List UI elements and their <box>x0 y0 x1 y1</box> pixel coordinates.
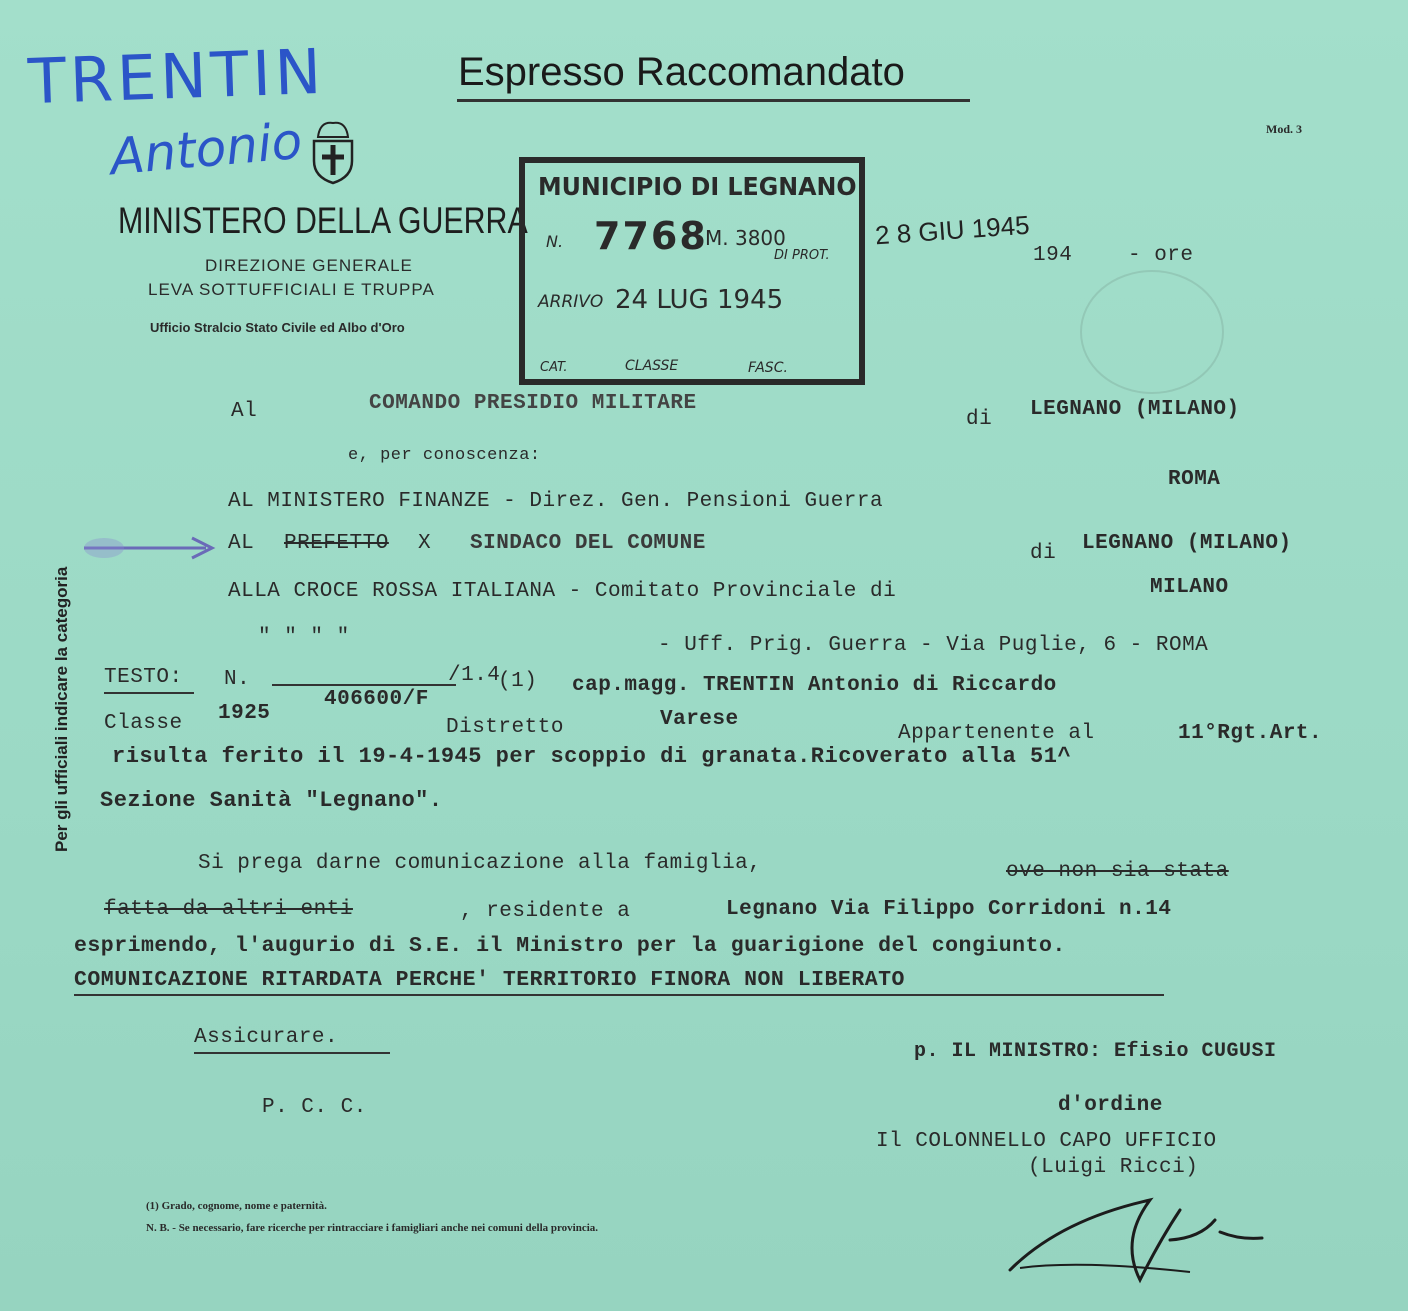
recipient-main-di: di <box>966 408 993 431</box>
reference-number: 406600/F <box>324 688 429 711</box>
cc-label: e, per conoscenza: <box>348 446 541 465</box>
arrow-icon <box>80 530 220 566</box>
recipient-main: COMANDO PRESIDIO MILITARE <box>369 392 697 415</box>
soldier-subject: cap.magg. TRENTIN Antonio di Riccardo <box>572 674 1057 697</box>
division-label: LEVA SOTTUFFICIALI E TRUPPA <box>148 280 435 299</box>
number-field-line <box>272 684 456 686</box>
recipient-x-mark: X <box>418 532 432 555</box>
footnote-1: (1) Grado, cognome, nome e paternità. <box>146 1200 327 1212</box>
stamp-classe: CLASSE <box>625 358 679 374</box>
assicurare-underline <box>194 1052 390 1054</box>
footnote-nb: N. B. - Se necessario, fare ricerche per rintracciare i famigliari anche nei comuni della provincia. <box>146 1222 599 1234</box>
recipient-pow-office: - Uff. Prig. Guerra - Via Puglie, 6 - ROMA <box>658 634 1209 657</box>
ministry-name: MINISTERO DELLA GUERRA <box>118 200 528 241</box>
recipient-ministry-finance: AL MINISTERO FINANZE - Direz. Gen. Pensioni Guerra <box>228 490 884 513</box>
residente-label: , residente a <box>460 900 631 923</box>
distretto-label: Distretto <box>446 716 564 739</box>
request-text: Si prega darne comunicazione alla famiglia, <box>198 852 762 875</box>
recipient-ministry-finance-city: ROMA <box>1168 468 1221 491</box>
body-line-2: Sezione Sanità "Legnano". <box>100 788 443 813</box>
colonel-name: (Luigi Ricci) <box>1028 1156 1199 1179</box>
stamp-protocol: M. 3800 <box>705 226 786 250</box>
faint-round-stamp <box>1080 270 1224 394</box>
recipient-al-label: Al <box>231 400 258 423</box>
testo-underline <box>104 692 194 694</box>
number-label: N. <box>224 668 251 691</box>
office-label: Ufficio Stralcio Stato Civile ed Albo d'Oro <box>150 320 405 335</box>
recipient-sindaco: SINDACO DEL COMUNE <box>470 532 706 555</box>
minister-signature-line: p. IL MINISTRO: Efisio CUGUSI <box>914 1040 1277 1063</box>
pcc-label: P. C. C. <box>262 1096 367 1119</box>
stamp-fasc: FASC. <box>748 360 788 376</box>
body-delay-line: COMUNICAZIONE RITARDATA PERCHE' TERRITORIO FINORA NON LIBERATO <box>74 968 905 992</box>
classe-value: 1925 <box>218 702 271 725</box>
delay-underline <box>74 994 1164 996</box>
stamp-arrival-date: 24 LUG 1945 <box>615 285 784 315</box>
body-line-1: risulta ferito il 19-4-1945 per scoppio di granata.Ricoverato alla 51^ <box>112 744 1072 769</box>
recipient-sindaco-city: LEGNANO (MILANO) <box>1082 532 1292 555</box>
recipient-red-cross-city: MILANO <box>1150 576 1229 599</box>
stamp-number: 7768 <box>594 214 708 258</box>
document-title: Espresso Raccomandato <box>458 50 905 94</box>
recipient-ditto-marks: " " " " <box>258 626 350 649</box>
family-address: Legnano Via Filippo Corridoni n.14 <box>726 898 1172 921</box>
hour-label: - ore <box>1128 244 1194 267</box>
colonel-title: Il COLONNELLO CAPO UFFICIO <box>876 1130 1217 1153</box>
stamp-arrival-label: ARRIVO <box>538 292 604 312</box>
assicurare-label: Assicurare. <box>194 1026 339 1049</box>
title-underline <box>457 99 970 102</box>
footnote-ref: (1) <box>498 670 538 693</box>
model-number: Mod. 3 <box>1266 122 1302 136</box>
recipient-main-city: LEGNANO (MILANO) <box>1030 398 1240 421</box>
number-value: /1.4 <box>448 664 501 687</box>
other-entities-struck: fatta da altri enti <box>104 898 353 921</box>
body-augurio-line: esprimendo, l'augurio di S.E. il Ministro per la guarigione del congiunto. <box>74 934 1066 958</box>
coat-of-arms-icon <box>306 115 360 187</box>
vertical-side-note: Per gli ufficiali indicare la categoria <box>52 566 71 852</box>
classe-label: Classe <box>104 712 183 735</box>
year-prefix: 194 <box>1033 244 1073 267</box>
stamp-prot-label: DI PROT. <box>774 248 830 263</box>
stamp-cat: CAT. <box>540 360 568 375</box>
testo-label: TESTO: <box>104 666 183 689</box>
handwritten-signature <box>1000 1180 1300 1300</box>
stamp-number-prefix: N. <box>546 232 564 251</box>
stamp-title: MUNICIPIO DI LEGNANO <box>538 172 857 201</box>
appartenente-value: 11°Rgt.Art. <box>1178 722 1323 745</box>
direction-label: DIREZIONE GENERALE <box>205 256 413 275</box>
recipient-red-cross: ALLA CROCE ROSSA ITALIANA - Comitato Provinciale di <box>228 580 897 603</box>
recipient-sindaco-di: di <box>1030 542 1057 565</box>
distretto-value: Varese <box>660 708 739 731</box>
recipient-prefetto-struck: PREFETTO <box>284 532 389 555</box>
request-struck-text: ove non sia stata <box>1006 860 1229 883</box>
dordine-label: d'ordine <box>1058 1094 1163 1117</box>
recipient-al-label-2: AL <box>228 532 255 555</box>
handwritten-surname: TRENTIN <box>26 34 327 119</box>
date-stamp: 2 8 GIU 1945 <box>874 209 1031 251</box>
appartenente-label: Appartenente al <box>898 722 1095 745</box>
handwritten-name: Antonio <box>107 111 305 187</box>
